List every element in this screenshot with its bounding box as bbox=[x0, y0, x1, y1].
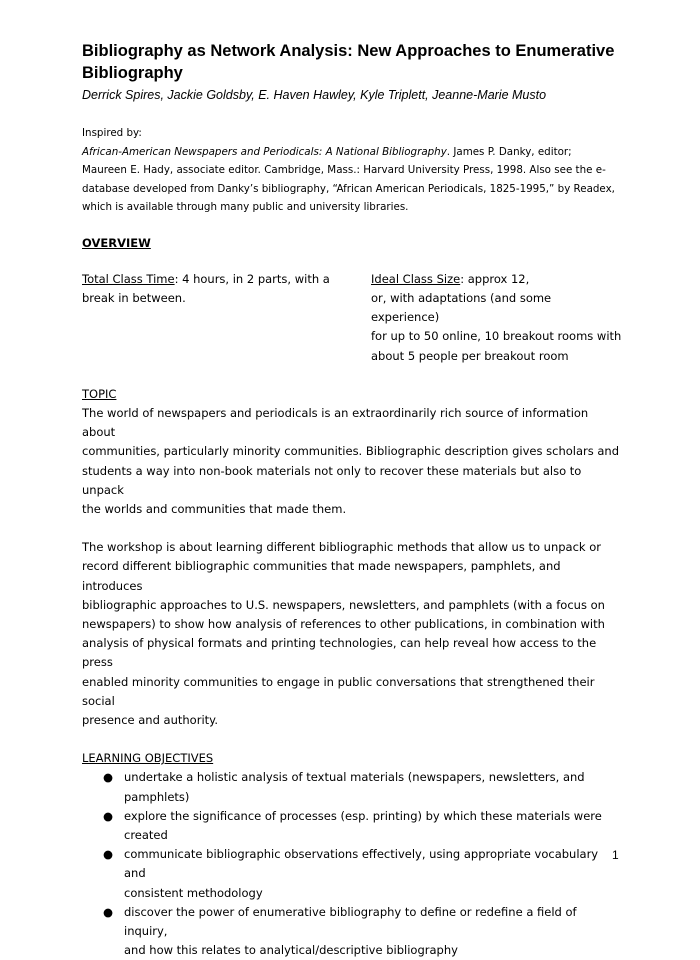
bullet-icon: ● bbox=[103, 904, 114, 919]
class-size-line-4: about 5 people per breakout room bbox=[371, 348, 569, 363]
learning-objectives-heading: LEARNING OBJECTIVES bbox=[82, 751, 214, 766]
inspired-by-label: Inspired by: bbox=[82, 127, 142, 139]
class-time-line-2: break in between. bbox=[82, 290, 186, 305]
bullet-icon: ● bbox=[103, 808, 114, 823]
citation-line-3: database developed from Danky’s bibliography, “African American Periodicals, 1825-1995,” by Readex, bbox=[82, 182, 615, 195]
text-line: communicate bibliographic observations effectively, using appropriate vocabulary and bbox=[124, 847, 599, 881]
class-time-line-1 bbox=[82, 270, 371, 289]
text-line: explore the significance of processes (esp. printing) by which these materials were bbox=[124, 808, 602, 823]
class-size-line-2: or, with adaptations (and some experience) bbox=[371, 290, 552, 325]
text-line: the worlds and communities that made them. bbox=[82, 501, 347, 516]
list-item bbox=[82, 903, 622, 960]
learning-objectives-section bbox=[82, 749, 622, 960]
class-size-block bbox=[371, 270, 622, 366]
page-number: 1 bbox=[612, 848, 619, 862]
text-line: pamphlets) bbox=[124, 789, 190, 804]
text-line: and how this relates to analytical/descriptive bibliography bbox=[124, 943, 458, 958]
topic-heading: TOPIC bbox=[82, 386, 117, 401]
overview-columns bbox=[82, 270, 622, 366]
topic-section bbox=[82, 385, 622, 730]
bullet-icon: ● bbox=[103, 770, 114, 785]
document-page bbox=[82, 40, 622, 960]
class-time-block bbox=[82, 270, 371, 366]
list-item bbox=[82, 768, 622, 806]
inspired-by-block bbox=[82, 124, 622, 217]
class-size-value: : approx 12, bbox=[460, 271, 530, 286]
class-size-line-3: for up to 50 online, 10 breakout rooms with bbox=[371, 329, 622, 344]
overview-section bbox=[82, 234, 622, 366]
text-line: record different bibliographic communities that made newspapers, pamphlets, and introduces bbox=[82, 559, 561, 593]
class-size-label: Ideal Class Size bbox=[371, 271, 461, 286]
citation-line-1 bbox=[82, 143, 622, 162]
class-time-label: Total Class Time bbox=[82, 271, 175, 286]
overview-heading: OVERVIEW bbox=[82, 235, 151, 250]
text-line: consistent methodology bbox=[124, 885, 263, 900]
bullet-icon: ● bbox=[103, 847, 114, 862]
text-line: students a way into non-book materials not only to recover these materials but also to unpack bbox=[82, 463, 582, 497]
list-item bbox=[82, 807, 622, 845]
text-line: undertake a holistic analysis of textual materials (newspapers, newsletters, and bbox=[124, 770, 585, 785]
text-line: communities, particularly minority communities. Bibliographic description gives scholars and bbox=[82, 444, 620, 459]
citation-editors: . James P. Danky, editor; bbox=[446, 145, 572, 158]
topic-paragraph-2 bbox=[82, 538, 622, 730]
text-line: presence and authority. bbox=[82, 712, 218, 727]
citation-book-title: African-American Newspapers and Periodicals: A National Bibliography bbox=[82, 145, 447, 158]
list-item bbox=[82, 845, 622, 903]
class-time-value: : 4 hours, in 2 parts, with a bbox=[174, 271, 330, 286]
class-size-line-1 bbox=[371, 270, 622, 289]
text-line: analysis of physical formats and printing technologies, can help reveal how access to the press bbox=[82, 636, 597, 670]
text-line: created bbox=[124, 827, 168, 842]
text-line: enabled minority communities to engage in public conversations that strengthened their social bbox=[82, 674, 595, 708]
topic-paragraph-1 bbox=[82, 404, 622, 519]
objectives-list bbox=[82, 768, 622, 960]
text-line: The workshop is about learning different bibliographic methods that allow us to unpack or bbox=[82, 540, 602, 555]
text-line: bibliographic approaches to U.S. newspapers, newsletters, and pamphlets (with a focus on bbox=[82, 597, 605, 612]
citation-line-2: Maureen E. Hady, associate editor. Cambridge, Mass.: Harvard University Press, 1998. Also see the e- bbox=[82, 164, 606, 176]
text-line: discover the power of enumerative bibliography to define or redefine a field of inquiry, bbox=[124, 904, 577, 938]
author-list: Derrick Spires, Jackie Goldsby, E. Haven Hawley, Kyle Triplett, Jeanne-Marie Musto bbox=[82, 88, 547, 102]
citation-line-4: which is available through many public and university libraries. bbox=[82, 201, 409, 213]
document-title: Bibliography as Network Analysis: New Approaches to Enumerative Bibliography bbox=[82, 42, 615, 82]
text-line: newspapers) to show how analysis of references to other publications, in combination with bbox=[82, 616, 605, 631]
text-line: The world of newspapers and periodicals is an extraordinarily rich source of information about bbox=[82, 405, 589, 440]
